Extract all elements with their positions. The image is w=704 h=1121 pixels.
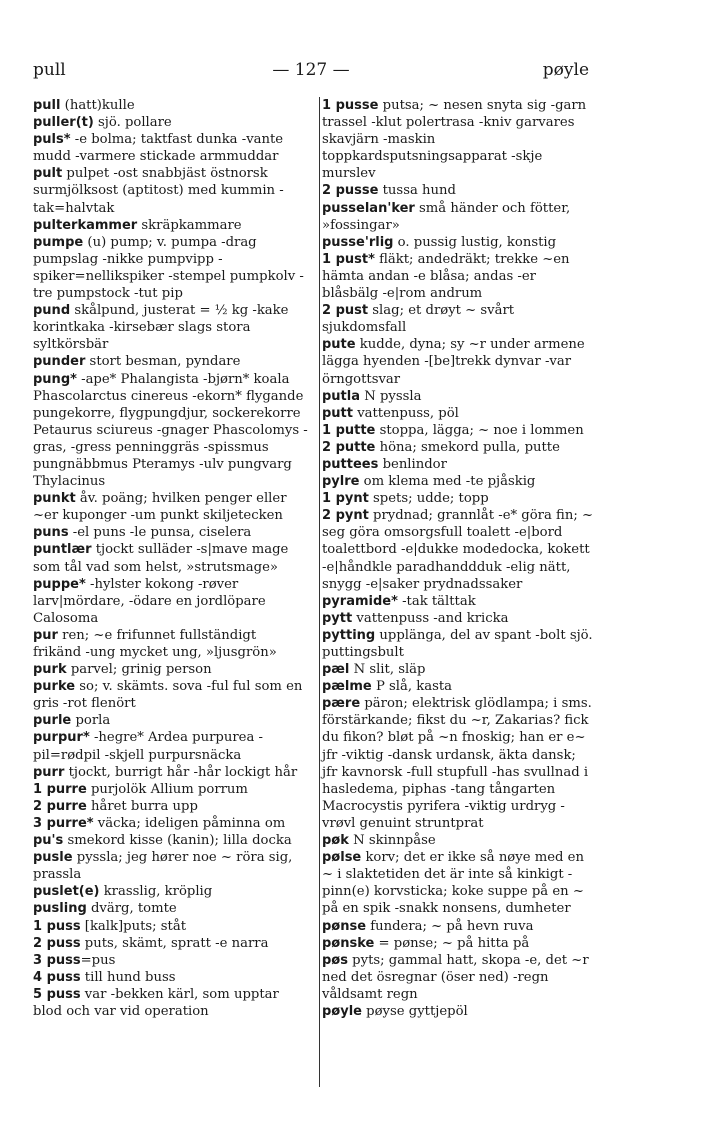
entry-headword: pult — [33, 166, 63, 182]
entry-definition: purjolök Allium porrum — [86, 781, 248, 797]
dictionary-entry — [33, 353, 308, 370]
entry-headword: pytting — [322, 627, 376, 643]
entry-headword: 1 purre — [33, 781, 87, 797]
dictionary-entry — [33, 217, 308, 234]
entry-definition: tjockt sulläder -s|mave mage som tål vad som helst, »strutsmage» — [33, 542, 289, 575]
entry-definition: smekord kisse (kanin); lilla docka — [63, 833, 292, 849]
entry-headword: 2 pust — [322, 303, 369, 319]
entry-definition: so; v. skämts. sova -ful ful som en gris -rot flenört — [33, 679, 303, 712]
dictionary-entry — [33, 781, 308, 798]
dictionary-entry — [33, 524, 308, 541]
entry-headword: purpur* — [33, 730, 90, 746]
entry-headword: punder — [33, 354, 86, 370]
dictionary-entry — [33, 97, 308, 114]
entry-headword: 4 puss — [33, 969, 81, 985]
entry-definition: spets; udde; topp — [368, 491, 489, 507]
dictionary-entry — [33, 131, 308, 165]
right-column — [319, 97, 594, 1087]
dictionary-entry — [322, 849, 594, 917]
entry-headword: pu's — [33, 833, 64, 849]
dictionary-entry — [322, 507, 594, 592]
dictionary-entry — [33, 302, 308, 353]
dictionary-entry — [322, 627, 594, 661]
entry-headword: puppe* — [33, 576, 86, 592]
entry-definition: N skinnpåse — [348, 833, 436, 849]
entry-definition: skräpkammare — [137, 217, 242, 233]
entry-headword: pull — [33, 98, 61, 113]
dictionary-entry — [322, 456, 594, 473]
dictionary-entry — [33, 165, 308, 216]
entry-definition: pulpet -ost snabbjäst östnorsk surmjölksost (aptitost) med kummin -tak=halvtak — [33, 166, 284, 216]
dictionary-entry — [322, 678, 594, 695]
entry-definition: [kalk]puts; ståt — [80, 918, 187, 934]
dictionary-entry — [322, 832, 594, 849]
entry-definition: (hatt)kulle — [60, 98, 135, 113]
entry-definition: slag; et drøyt ~ svårt sjukdomsfall — [322, 303, 515, 336]
dictionary-entry — [322, 490, 594, 507]
entry-definition: pyts; gammal hatt, skopa -e, det ~r ned det ösregnar (öser ned) -regn våldsamt regn — [322, 952, 589, 1002]
entry-headword: 2 putte — [322, 439, 376, 455]
entry-headword: putt — [322, 405, 353, 421]
entry-headword: 2 pynt — [322, 508, 369, 524]
entry-headword: puls* — [33, 132, 71, 148]
dictionary-entry — [33, 234, 308, 302]
entry-headword: pund — [33, 303, 71, 319]
entry-headword: purk — [33, 662, 67, 678]
entry-definition: stoppa, lägga; ~ noe i lommen — [375, 422, 584, 438]
entry-definition: = pønse; ~ på hitta på — [374, 935, 530, 951]
entry-headword: pære — [322, 696, 361, 712]
entry-headword: 2 purre — [33, 798, 87, 814]
entry-headword: 2 pusse — [322, 183, 379, 199]
dictionary-entry — [33, 883, 308, 900]
entry-definition: var -bekken kärl, som upptar blod och var vid operation — [33, 986, 279, 1019]
dictionary-entry — [33, 849, 308, 883]
dictionary-entry — [33, 576, 308, 627]
dictionary-entry — [322, 695, 594, 832]
dictionary-entry — [322, 234, 594, 251]
entry-definition: -hylster kokong -røver larv|mördare, -ödare en jordlöpare Calosoma — [33, 576, 266, 626]
entry-definition: fundera; ~ på hevn ruva — [366, 918, 534, 934]
dictionary-entry — [33, 114, 308, 131]
entry-definition: tjockt, burrigt hår -hår lockigt hår — [64, 764, 298, 780]
entry-definition: stort besman, pyndare — [85, 354, 241, 370]
entry-definition: -hegre* Ardea purpurea -pil=rødpil -skjell purpursnäcka — [33, 730, 263, 763]
entry-definition: väcka; ideligen påminna om — [93, 815, 286, 831]
entry-headword: pute — [322, 337, 356, 353]
entry-definition: åv. poäng; hvilken penger eller ~er kuponger -um punkt skiljetecken — [33, 491, 287, 524]
dictionary-entry — [322, 336, 594, 387]
entry-headword: puntlær — [33, 542, 92, 558]
dictionary-entry — [33, 969, 308, 986]
entry-headword: puttees — [322, 456, 379, 472]
entry-headword: 1 pusse — [322, 98, 379, 113]
dictionary-entry — [322, 1003, 594, 1020]
entry-headword: purr — [33, 764, 65, 780]
entry-definition: -ape* Phalangista -bjørn* koala Phascolarctus cinereus -ekorn* flygande pungekorre, flygpungdjur, sockerekorre Petaurus sciureus -gnager Phascolomys -gras, -gress penninggräs -spissmus pungnäbbmus Pteramys -ulv pungvarg Thylacinus — [33, 371, 308, 490]
entry-definition: krasslig, kröplig — [99, 884, 213, 900]
entry-headword: pøs — [322, 952, 348, 968]
entry-headword: pæl — [322, 662, 350, 678]
entry-definition: N pyssla — [360, 388, 422, 404]
entry-definition: dvärg, tomte — [86, 901, 177, 917]
dictionary-entry — [33, 678, 308, 712]
entry-headword: 3 purre* — [33, 815, 94, 831]
dictionary-entry — [33, 900, 308, 917]
entry-headword: 5 puss — [33, 986, 81, 1002]
entry-definition: -e bolma; taktfast dunka -vante mudd -varmere stickade armmuddar — [33, 132, 284, 165]
entry-definition: fläkt; andedräkt; trekke ~en hämta andan -e blåsa; andas -er blåsbälg -e|rom andrum — [322, 251, 570, 302]
dictionary-entry — [33, 764, 308, 781]
dictionary-entry — [322, 473, 594, 490]
dictionary-entry — [33, 627, 308, 661]
entry-definition: till hund buss — [80, 969, 176, 985]
entry-definition: ren; ~e frifunnet fullständigt frikänd -ung mycket ung, »ljusgrön» — [33, 627, 277, 660]
entry-definition: o. pussig lustig, konstig — [393, 234, 557, 250]
entry-definition: korv; det er ikke så nøye med en ~ i slaktetiden det är inte så kinkigt -pinn(e) korvsticka; koke suppe på en ~ på en spik -snakk nonsens, dumheter — [322, 850, 584, 917]
entry-headword: 2 puss — [33, 935, 81, 951]
entry-headword: pylre — [322, 474, 360, 490]
entry-definition: (u) pump; v. pumpa -drag pumpslag -nikke pumpvipp -spiker=nellikspiker -stempel pumpkolv -tre pumpstock -tut pip — [33, 234, 304, 302]
entry-headword: 3 puss — [33, 952, 81, 968]
entry-definition: parvel; grinig person — [66, 662, 212, 678]
entry-headword: pytt — [322, 610, 353, 626]
entry-definition: putsa; ~ nesen snyta sig -garn trassel -klut polertrasa -kniv garvares skavjärn -maskin toppkardsputsningsapparat -skje murslev — [322, 98, 587, 182]
entry-definition: vattenpuss, pöl — [353, 405, 459, 421]
entry-definition: små händer och fötter, »fossingar» — [322, 200, 571, 233]
entry-headword: pusse'rlig — [322, 234, 394, 250]
dictionary-entry — [33, 918, 308, 935]
entry-headword: pusselan'ker — [322, 200, 415, 216]
left-column — [33, 97, 308, 1020]
entry-definition: N slit, släp — [349, 662, 426, 678]
dictionary-entry — [322, 200, 594, 234]
header-last-word: pøyle — [542, 60, 589, 80]
dictionary-entry — [322, 610, 594, 627]
entry-headword: pung* — [33, 371, 77, 387]
entry-headword: pulterkammer — [33, 217, 138, 233]
entry-headword: pønske — [322, 935, 375, 951]
entry-definition: -tak tälttak — [397, 593, 476, 609]
entry-definition: vattenpuss -and kricka — [352, 610, 509, 626]
entry-definition: håret burra upp — [86, 798, 198, 814]
entry-headword: pyramide* — [322, 593, 398, 609]
dictionary-entry — [322, 935, 594, 952]
dictionary-entry — [322, 661, 594, 678]
entry-headword: puns — [33, 525, 69, 541]
entry-definition: upplänga, del av spant -bolt sjö. puttingsbult — [322, 627, 593, 660]
dictionary-entry — [33, 815, 308, 832]
entry-definition: =pus — [80, 952, 116, 968]
entry-headword: 1 pynt — [322, 491, 369, 507]
entry-definition: päron; elektrisk glödlampa; i sms. förstärkande; fikst du ~r, Zakarias? fick du fikon? bløt på ~n fnoskig; han er e~ jfr -viktig -dansk urdansk, äkta dansk; jfr kavnorsk -full stupfull -has svullnad i hasledema, piphas -tang tångarten Macrocystis pyrifera -viktig urdryg -vrøvl genuint struntprat — [322, 696, 592, 831]
dictionary-entry — [322, 593, 594, 610]
entry-definition: puts, skämt, spratt -e narra — [80, 935, 269, 951]
entry-headword: pølse — [322, 850, 362, 866]
entry-headword: pønse — [322, 918, 367, 934]
entry-headword: pælme — [322, 679, 372, 695]
dictionary-entry — [322, 388, 594, 405]
dictionary-entry — [322, 918, 594, 935]
dictionary-entry — [33, 541, 308, 575]
entry-headword: puller(t) — [33, 115, 94, 131]
entry-definition: benlindor — [378, 456, 447, 472]
entry-headword: pøyle — [322, 1003, 362, 1019]
dictionary-entry — [33, 832, 308, 849]
dictionary-entry — [33, 490, 308, 524]
dictionary-entry — [322, 422, 594, 439]
dictionary-entry — [322, 97, 594, 182]
entry-headword: 1 putte — [322, 422, 376, 438]
entry-definition: tussa hund — [378, 183, 456, 199]
entry-definition: pyssla; jeg hører noe ~ röra sig, prassla — [33, 850, 293, 883]
dictionary-entry — [33, 935, 308, 952]
entry-definition: sjö. pollare — [93, 115, 172, 131]
entry-definition: prydnad; grannlåt -e* göra fin; ~ seg göra omsorgsfull toalett -e|bord toalettbord -e|dukke modedocka, kokett -e|håndkle paradhanddduk -elig nätt, snygg -e|saker prydnadssaker — [322, 508, 594, 592]
dictionary-entry — [322, 439, 594, 456]
page-header — [33, 60, 589, 84]
entry-definition: om klema med -te pjåskig — [359, 474, 536, 490]
entry-definition: -el puns -le punsa, ciselera — [68, 525, 252, 541]
entry-definition: porla — [71, 713, 111, 729]
dictionary-entry — [322, 952, 594, 1003]
page-number: — 127 — — [272, 60, 350, 80]
entry-definition: skålpund, justerat = ½ kg -kake korintkaka -kirsebær slags stora syltkörsbär — [33, 303, 289, 353]
entry-headword: pusling — [33, 901, 87, 917]
entry-definition: höna; smekord pulla, putte — [375, 439, 560, 455]
entry-headword: pur — [33, 627, 58, 643]
dictionary-entry — [322, 251, 594, 302]
header-first-word: pull — [33, 60, 66, 80]
dictionary-entry — [322, 182, 594, 199]
entry-definition: P slå, kasta — [371, 679, 453, 695]
entry-headword: purle — [33, 713, 72, 729]
entry-headword: pusle — [33, 850, 73, 866]
dictionary-entry — [33, 952, 308, 969]
dictionary-entry — [33, 371, 308, 491]
dictionary-entry — [322, 405, 594, 422]
entry-definition: pøyse gyttjepöl — [361, 1003, 468, 1019]
dictionary-entry — [33, 712, 308, 729]
entry-headword: putla — [322, 388, 361, 404]
entry-headword: pumpe — [33, 234, 84, 250]
dictionary-entry — [322, 302, 594, 336]
entry-headword: punkt — [33, 491, 76, 507]
entry-definition: kudde, dyna; sy ~r under armene lägga hyenden -[be]trekk dynvar -var örngottsvar — [322, 337, 585, 387]
entry-headword: purke — [33, 679, 76, 695]
dictionary-entry — [33, 661, 308, 678]
entry-headword: pøk — [322, 833, 349, 849]
dictionary-entry — [33, 798, 308, 815]
dictionary-entry — [33, 729, 308, 763]
dictionary-entry — [33, 986, 308, 1020]
entry-headword: 1 pust* — [322, 251, 375, 267]
entry-headword: puslet(e) — [33, 884, 100, 900]
entry-headword: 1 puss — [33, 918, 81, 934]
